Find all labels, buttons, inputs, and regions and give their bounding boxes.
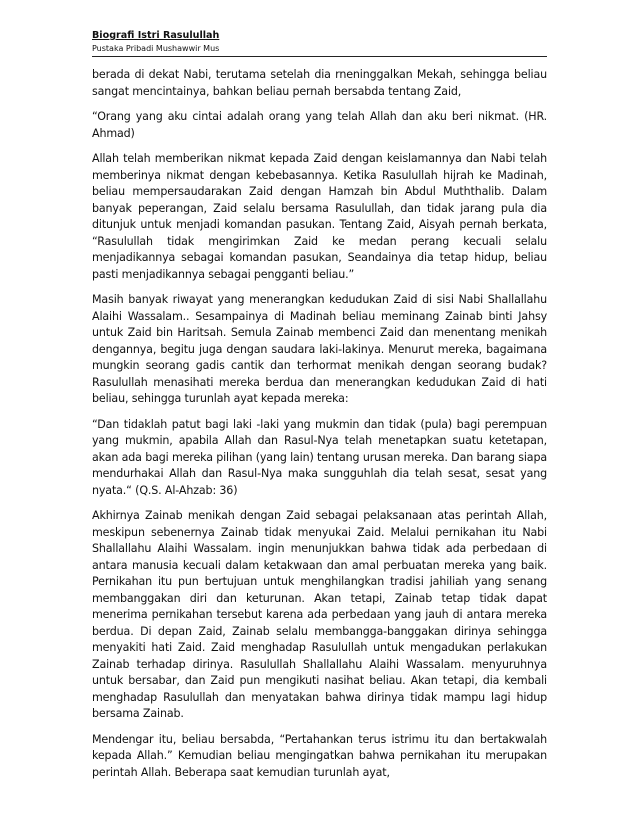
paragraph-2: “Orang yang aku cintai adalah orang yang telah Allah dan aku beri nikmat. (HR. Ahmad) [92, 110, 547, 140]
paragraph-6: Akhirnya Zainab menikah dengan Zaid sebagai pelaksanaan atas perintah Allah, meskipun sebenernya Zainab tidak menyukai Zaid. Melalui pernikahan itu Nabi Shallallahu Alaihi Wassalam. ingin menunjukkan bahwa tidak ada perbedaan di antara manusia kecuali dalam ketakwaan dan amal perbuatan mereka yang baik. Pernikahan itu pun bertujuan untuk menghilangkan tradisi jahiliah yang senang membanggakan diri dan keturunan. Akan tetapi, Zainab tetap tidak dapat menerima pernikahan tersebut karena ada perbedaan yang jauh di antara mereka berdua. Di depan Zaid, Zainab selalu membangga-banggakan dirinya sehingga menyakiti hati Zaid. Zaid menghadap Rasulullah untuk mengadukan perlakukan Zainab terhadap dirinya. Rasulullah Shallallahu Alaihi Wassalam. menyuruhnya untuk bersabar, dan Zaid pun mengikuti nasihat beliau. Akan tetapi, dia kembali menghadap Rasulullah dan menyatakan bahwa dirinya tidak mampu lagi hidup bersama Zainab. [92, 509, 547, 720]
header-title: Biografi Istri Rasulullah [92, 30, 220, 41]
header-divider [92, 56, 547, 57]
paragraph-1: berada di dekat Nabi, terutama setelah dia rneninggalkan Mekah, sehingga beliau sangat mencintainya, bahkan beliau pernah bersabda tentang Zaid, [92, 68, 547, 98]
paragraph-5: “Dan tidaklah patut bagi laki -laki yang mukmin dan tidak (pula) bagi perempuan yang mukmin, apabila Allah dan Rasul-Nya telah menetapkan suatu ketetapan, akan ada bagi mereka pilihan (yang lain) tentang urusan mereka. Dan barang siapa mendurhakai Allah dan Rasul-Nya maka sungguhlah dia telah sesat, sesat yang nyata.“ (Q.S. Al-Ahzab: 36) [92, 417, 547, 497]
paragraph-3: Allah telah memberikan nikmat kepada Zaid dengan keislamannya dan Nabi telah memberinya nikmat dengan kebebasannya. Ketika Rasulullah hijrah ke Madinah, beliau mempersaudarakan Zaid dengan Hamzah bin Abdul Muththalib. Dalam banyak peperangan, Zaid selalu bersama Rasulullah, dan tidak jarang pula dia ditunjuk untuk menjadi komandan pasukan. Tentang Zaid, Aisyah pernah berkata, “Rasulullah tidak mengirimkan Zaid ke medan perang kecuali selalu menjadikannya sebagai komandan pasukan, Seandainya dia tetap hidup, beliau pasti menjadikannya sebagai pengganti beliau.” [92, 152, 547, 281]
page-header [92, 30, 547, 57]
paragraph-4: Masih banyak riwayat yang menerangkan kedudukan Zaid di sisi Nabi Shallallahu Alaihi Wassalam.. Sesampainya di Madinah beliau meminang Zainab binti Jahsy untuk Zaid bin Haritsah. Semula Zainab membenci Zaid dan menentang menikah dengannya, begitu juga dengan saudara laki-lakinya. Menurut mereka, bagaimana mungkin seorang gadis cantik dan terhormat menikah dengan seorang budak? Rasulullah menasihati mereka berdua dan menerangkan kedudukan Zaid di hati beliau, sehingga turunlah ayat kepada mereka: [92, 293, 547, 405]
header-subtitle: Pustaka Pribadi Mushawwir Mus [92, 44, 220, 53]
paragraph-7: Mendengar itu, beliau bersabda, “Pertahankan terus istrimu itu dan bertakwalah kepada Allah.” Kemudian beliau mengingatkan bahwa pernikahan itu merupakan perintah Allah. Beberapa saat kemudian turunlah ayat, [92, 732, 547, 779]
document-page [92, 30, 547, 790]
body-text [92, 67, 547, 781]
